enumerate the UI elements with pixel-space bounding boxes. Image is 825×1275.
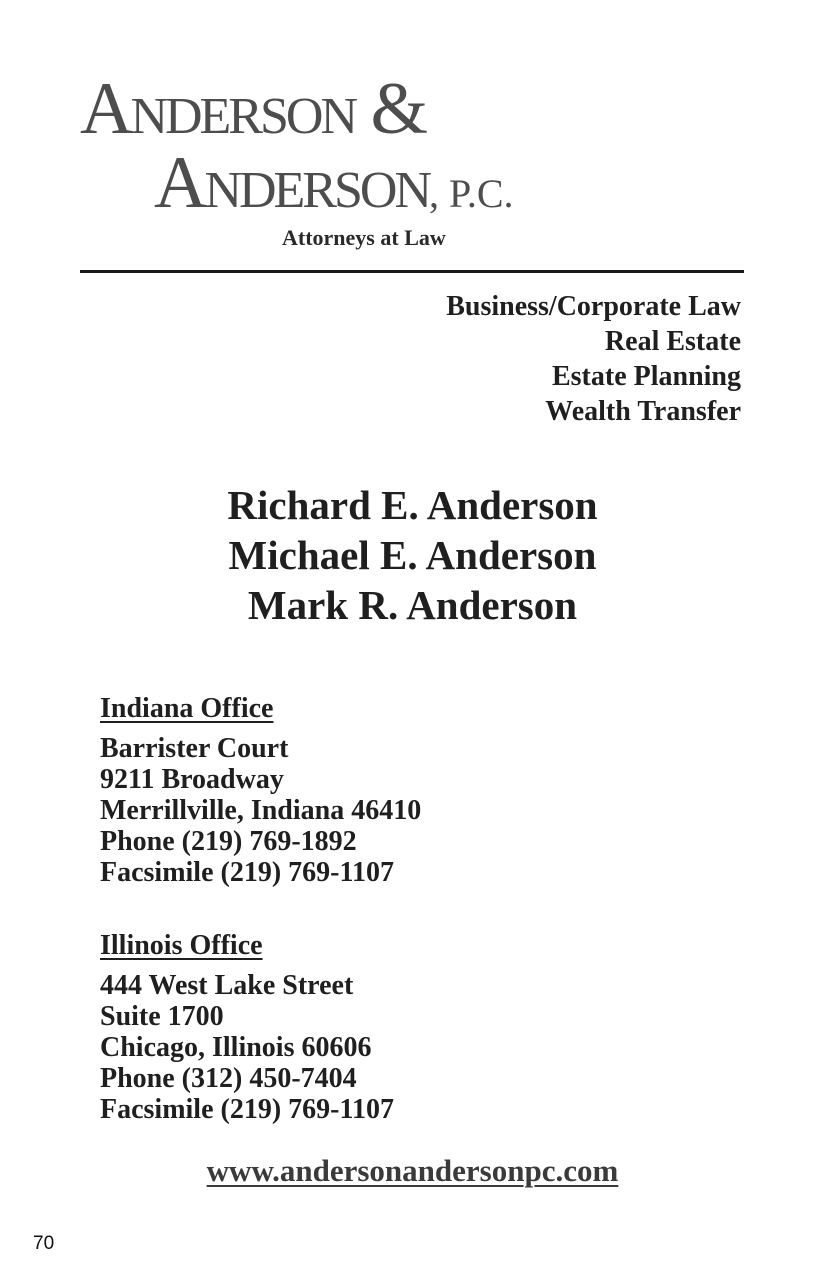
office-phone: Phone (219) 769-1892	[100, 826, 357, 857]
logo-tagline: Attorneys at Law	[282, 225, 446, 250]
practice-area-business: Business/Corporate Law	[446, 291, 741, 322]
header-divider	[80, 270, 744, 273]
logo-line-2-name: Anderson	[154, 142, 430, 224]
logo-line-2	[154, 142, 514, 224]
office-address-line: Merrillville, Indiana 46410	[100, 795, 422, 826]
practice-area-estate-planning: Estate Planning	[551, 361, 741, 392]
office-phone: Phone (312) 450-7404	[100, 1063, 357, 1094]
office-address-line: Suite 1700	[100, 1001, 224, 1032]
firm-logo	[80, 62, 514, 257]
office-address-line: 9211 Broadway	[100, 764, 284, 795]
page-number: 70	[33, 1233, 55, 1254]
practice-area-wealth-transfer: Wealth Transfer	[545, 396, 741, 427]
illinois-office	[100, 930, 394, 1125]
office-address-line: Chicago, Illinois 60606	[100, 1032, 372, 1063]
indiana-office	[100, 693, 421, 888]
attorney-name: Richard E. Anderson	[227, 482, 598, 528]
practice-areas	[446, 289, 741, 429]
attorney-name: Michael E. Anderson	[228, 532, 597, 578]
office-fax: Facsimile (219) 769-1107	[100, 857, 394, 888]
website-link[interactable]: www.andersonandersonpc.com	[206, 1153, 619, 1188]
office-address-line: 444 West Lake Street	[100, 970, 354, 1001]
office-heading: Illinois Office	[100, 930, 263, 961]
practice-area-real-estate: Real Estate	[604, 326, 741, 357]
office-address-line: Barrister Court	[100, 733, 289, 764]
office-fax: Facsimile (219) 769-1107	[100, 1094, 394, 1125]
attorney-name: Mark R. Anderson	[247, 582, 578, 628]
attorney-list	[0, 480, 825, 630]
office-heading: Indiana Office	[100, 693, 274, 724]
logo-line-1: Anderson &	[80, 68, 426, 150]
logo-line-2-suffix: , P.C.	[429, 171, 514, 216]
